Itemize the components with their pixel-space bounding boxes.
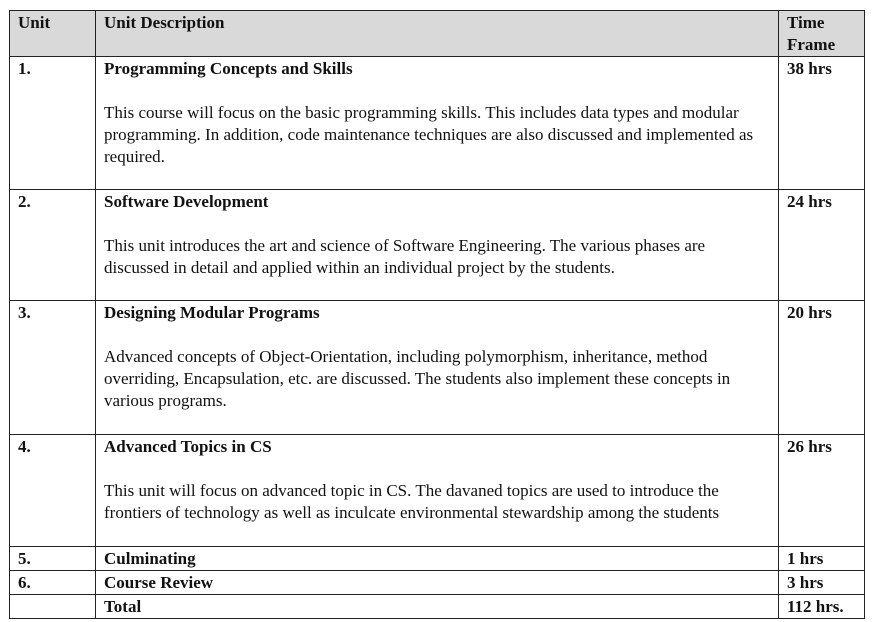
unit-number: 3. — [18, 303, 31, 322]
unit-title: Designing Modular Programs — [104, 303, 320, 322]
course-units-table — [9, 10, 865, 619]
unit-number: 6. — [18, 573, 31, 592]
unit-title: Software Development — [104, 192, 269, 211]
unit-time: 3 hrs — [787, 573, 824, 592]
unit-title: Course Review — [104, 573, 214, 592]
unit-number: 4. — [18, 437, 31, 456]
total-time: 112 hrs. — [787, 597, 844, 616]
header-description: Unit Description — [96, 11, 779, 57]
table-row — [10, 571, 865, 595]
unit-title: Advanced Topics in CS — [104, 437, 272, 456]
unit-time: 20 hrs — [787, 303, 832, 322]
unit-title: Programming Concepts and Skills — [104, 59, 353, 78]
header-row — [10, 11, 865, 57]
unit-description: This unit will focus on advanced topic in CS. The davaned topics are used to introduce the frontiers of technology as well as inculcate environmental stewardship among the students — [104, 481, 720, 522]
unit-number: 2. — [18, 192, 31, 211]
unit-number: 1. — [18, 59, 31, 78]
table-row — [10, 435, 865, 547]
table-row — [10, 547, 865, 571]
total-label: Total — [104, 597, 142, 616]
table-row — [10, 57, 865, 190]
unit-description: This unit introduces the art and science of Software Engineering. The various phases are discussed in detail and applied within an individual project by the students. — [104, 236, 706, 277]
header-unit: Unit — [10, 11, 96, 57]
unit-title: Culminating — [104, 549, 196, 568]
unit-description: This course will focus on the basic programming skills. This includes data types and modular programming. In addition, code maintenance techniques are also discussed and implemented as required. — [104, 103, 754, 166]
total-row — [10, 595, 865, 619]
table-row — [10, 301, 865, 435]
unit-time: 24 hrs — [787, 192, 832, 211]
unit-time: 38 hrs — [787, 59, 832, 78]
header-time: Time Frame — [779, 11, 865, 57]
unit-time: 26 hrs — [787, 437, 832, 456]
unit-time: 1 hrs — [787, 549, 824, 568]
table-row — [10, 190, 865, 301]
unit-number: 5. — [18, 549, 31, 568]
unit-description: Advanced concepts of Object-Orientation, including polymorphism, inheritance, method overriding, Encapsulation, etc. are discussed. The students also implement these concepts in various programs. — [104, 347, 731, 410]
